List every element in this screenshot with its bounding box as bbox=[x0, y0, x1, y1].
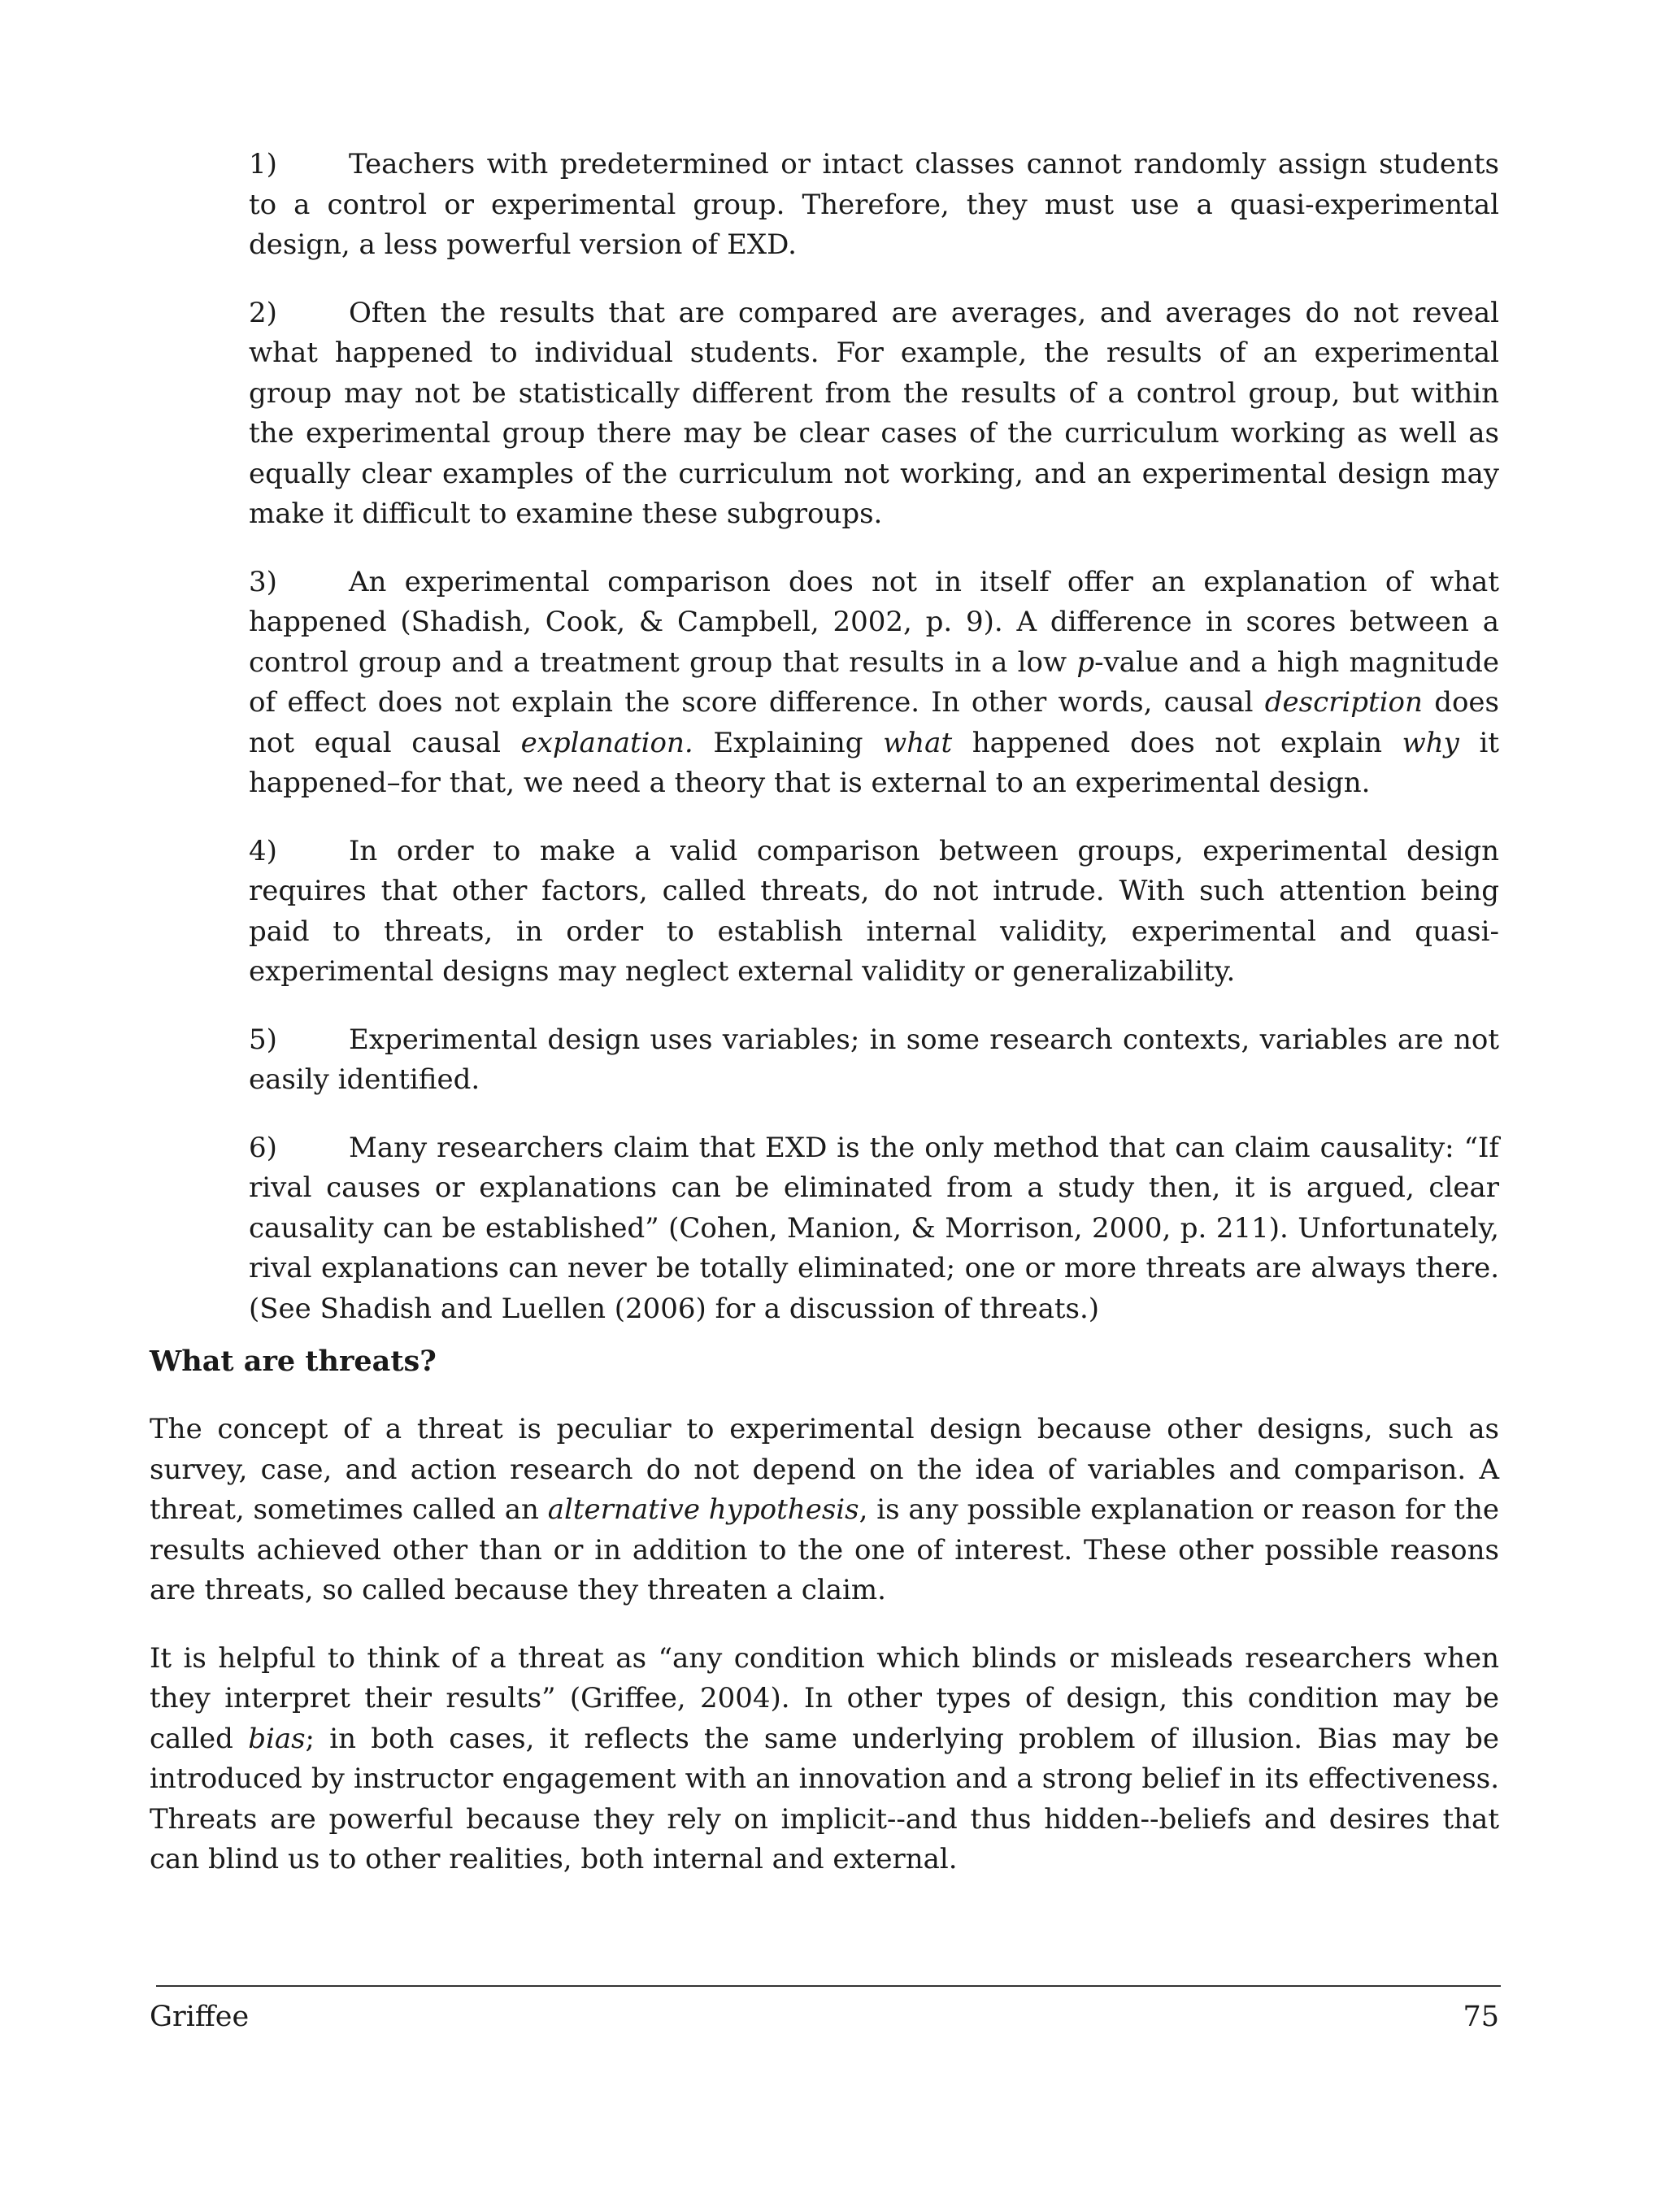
footer-author: Griffee bbox=[150, 2001, 250, 2033]
item-text: Explaining bbox=[693, 726, 884, 759]
item-text: happened does not explain bbox=[952, 726, 1402, 759]
item-number: 4) bbox=[249, 834, 277, 867]
italic-p: p bbox=[1076, 645, 1095, 679]
footer-divider bbox=[156, 1985, 1501, 1987]
list-item-6 bbox=[249, 1128, 1499, 1330]
item-text: Many researchers claim that EXD is the only method that can claim causality: “If rival causes or explanations can be eliminated from a study then, it is argued, clear causality can be established” (Cohen, Manion, & Morrison, 2000, p. 211). Unfortunately, rival explanations can never be totally eliminated; one or more threats are always there. (See Shadish and Luellen (2006) for a discussion of threats.) bbox=[249, 1131, 1499, 1325]
threats-section bbox=[150, 1341, 1499, 1908]
paragraph-text: It is helpful to think of a threat as “any condition which blinds or misleads researchers when they interpret their results” (Griffee, 2004). In other types of design, this condition may be called bbox=[150, 1641, 1499, 1755]
paragraph-text: The concept of a threat is peculiar to experimental design because other designs, such as survey, case, and action research do not depend on the idea of variables and comparison. A threat, sometimes called an bbox=[150, 1413, 1499, 1526]
item-text: An experimental comparison does not in itself offer an explanation of what happened (Shadish, Cook, & Campbell, 2002, p. 9). A difference in scores between a control group and a treatment group that results in a low bbox=[249, 565, 1499, 679]
item-number: 5) bbox=[249, 1023, 277, 1056]
list-item-2 bbox=[249, 293, 1499, 535]
item-text: Often the results that are compared are averages, and averages do not reveal what happened to individual students. For example, the results of an experimental group may not be statistically different from the results of a control group, but within the experimental group there may be clear cases of the curriculum working as well as equally clear examples of the curriculum not working, and an experimental design may make it difficult to examine these subgroups. bbox=[249, 296, 1499, 530]
paragraph-1 bbox=[150, 1410, 1499, 1611]
item-text: does not equal causal bbox=[249, 686, 1499, 759]
section-heading: What are threats? bbox=[150, 1345, 437, 1378]
italic-description: description bbox=[1264, 686, 1423, 719]
item-text: In order to make a valid comparison between groups, experimental design requires that other factors, called threats, do not intrude. With such attention being paid to threats, in order to establish internal validity, experimental and quasi-experimental designs may neglect external validity or generalizability. bbox=[249, 834, 1499, 988]
item-text: -value and a high magnitude of effect does not explain the score difference. In other words, causal bbox=[249, 645, 1499, 719]
list-item-3 bbox=[249, 563, 1499, 804]
page-number: 75 bbox=[1463, 2001, 1499, 2033]
italic-bias: bias bbox=[248, 1722, 306, 1755]
item-number: 2) bbox=[249, 296, 277, 329]
item-text: Teachers with predetermined or intact classes cannot randomly assign students to a control or experimental group. Therefore, they must use a quasi-experimental design, a less powerful version of EXD. bbox=[249, 148, 1499, 261]
italic-what: what bbox=[883, 726, 953, 759]
item-number: 1) bbox=[249, 148, 277, 180]
paragraph-text: ; in both cases, it reflects the same underlying problem of illusion. Bias may be introduced by instructor engagement with an innovation and a strong belief in its effectiveness. Threats are powerful because they rely on implicit--and thus hidden--beliefs and desires that can blind us to other realities, both internal and external. bbox=[150, 1722, 1499, 1875]
item-text: Experimental design uses variables; in some research contexts, variables are not easily identified. bbox=[249, 1023, 1499, 1096]
item-number: 6) bbox=[249, 1131, 277, 1164]
italic-why: why bbox=[1402, 726, 1459, 759]
list-item-1 bbox=[249, 145, 1499, 266]
list-item-5 bbox=[249, 1020, 1499, 1101]
list-item-4 bbox=[249, 832, 1499, 993]
numbered-list bbox=[249, 145, 1499, 1357]
paragraph-text: , is any possible explanation or reason for the results achieved other than or in addition to the one of interest. These other possible reasons are threats, so called because they threaten a claim. bbox=[150, 1493, 1499, 1606]
italic-alternative-hypothesis: alternative hypothesis bbox=[547, 1493, 859, 1526]
item-number: 3) bbox=[249, 565, 277, 598]
italic-explanation: explanation. bbox=[520, 726, 693, 759]
item-text: it happened–for that, we need a theory that is external to an experimental design. bbox=[249, 726, 1499, 799]
paragraph-2 bbox=[150, 1639, 1499, 1880]
